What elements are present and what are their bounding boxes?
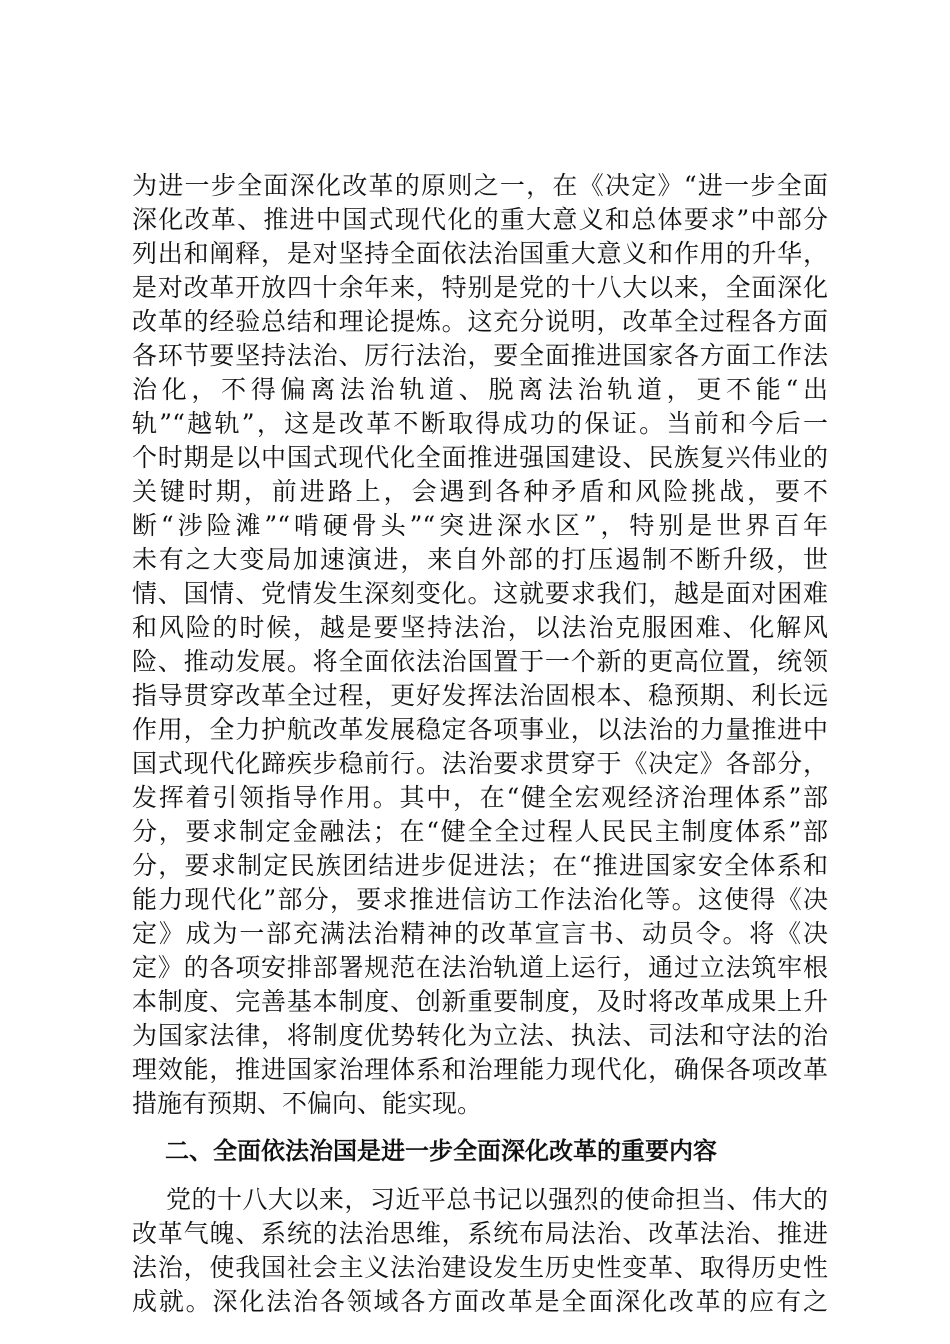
- paragraph-line: 个时期是以中国式现代化全面推进强国建设、民族复兴伟业的: [132, 443, 828, 472]
- paragraph-line: 能力现代化”部分，要求推进信访工作法治化等。这使得《决: [132, 885, 828, 914]
- paragraph-line: 成就。深化法治各领域各方面改革是全面深化改革的应有之: [132, 1287, 828, 1316]
- paragraph-line: 深化改革、推进中国式现代化的重大意义和总体要求”中部分: [132, 205, 828, 234]
- paragraph-line: 党的十八大以来，习近平总书记以强烈的使命担当、伟大的: [166, 1185, 828, 1214]
- paragraph-line: 和风险的时候，越是要坚持法治，以法治克服困难、化解风: [132, 613, 828, 642]
- paragraph-line: 为国家法律，将制度优势转化为立法、执法、司法和守法的治: [132, 1021, 828, 1050]
- paragraph-line: 定》的各项安排部署规范在法治轨道上运行，通过立法筑牢根: [132, 953, 828, 982]
- paragraph-line: 为进一步全面深化改革的原则之一，在《决定》“进一步全面: [132, 171, 828, 200]
- paragraph-line: 列出和阐释，是对坚持全面依法治国重大意义和作用的升华，: [132, 239, 828, 268]
- paragraph-line: 断“涉险滩”“啃硬骨头”“突进深水区”，特别是世界百年: [132, 511, 828, 540]
- paragraph-line: 定》成为一部充满法治精神的改革宣言书、动员令。将《决: [132, 919, 828, 948]
- paragraph-line: 关键时期，前进路上，会遇到各种矛盾和风险挑战，要不: [132, 477, 828, 506]
- paragraph-line: 发挥着引领指导作用。其中，在“健全宏观经济治理体系”部: [132, 783, 828, 812]
- paragraph-line: 指导贯穿改革全过程，更好发挥法治固根本、稳预期、利长远: [132, 681, 828, 710]
- paragraph-line: 措施有预期、不偏向、能实现。: [132, 1089, 483, 1118]
- paragraph-line: 险、推动发展。将全面依法治国置于一个新的更高位置，统领: [132, 647, 828, 676]
- section-heading: 二、全面依法治国是进一步全面深化改革的重要内容: [165, 1137, 717, 1165]
- paragraph-line: 情、国情、党情发生深刻变化。这就要求我们，越是面对困难: [132, 579, 828, 608]
- paragraph-line: 理效能，推进国家治理体系和治理能力现代化，确保各项改革: [132, 1055, 828, 1084]
- paragraph-line: 轨”“越轨”，这是改革不断取得成功的保证。当前和今后一: [132, 409, 828, 438]
- paragraph-line: 国式现代化蹄疾步稳前行。法治要求贯穿于《决定》各部分，: [132, 749, 828, 778]
- paragraph-line: 改革的经验总结和理论提炼。这充分说明，改革全过程各方面: [132, 307, 828, 336]
- paragraph-line: 本制度、完善基本制度、创新重要制度，及时将改革成果上升: [132, 987, 828, 1016]
- paragraph-line: 分，要求制定民族团结进步促进法；在“推进国家安全体系和: [132, 851, 828, 880]
- paragraph-line: 分，要求制定金融法；在“健全全过程人民民主制度体系”部: [132, 817, 828, 846]
- paragraph-line: 各环节要坚持法治、厉行法治，要全面推进国家各方面工作法: [132, 341, 828, 370]
- paragraph-line: 作用，全力护航改革发展稳定各项事业，以法治的力量推进中: [132, 715, 828, 744]
- paragraph-line: 是对改革开放四十余年来，特别是党的十八大以来，全面深化: [132, 273, 828, 302]
- paragraph-line: 治化，不得偏离法治轨道、脱离法治轨道，更不能“出: [132, 375, 828, 404]
- paragraph-line: 未有之大变局加速演进，来自外部的打压遏制不断升级，世: [132, 545, 828, 574]
- paragraph-line: 法治，使我国社会主义法治建设发生历史性变革、取得历史性: [132, 1253, 828, 1282]
- paragraph-line: 改革气魄、系统的法治思维，系统布局法治、改革法治、推进: [132, 1219, 828, 1248]
